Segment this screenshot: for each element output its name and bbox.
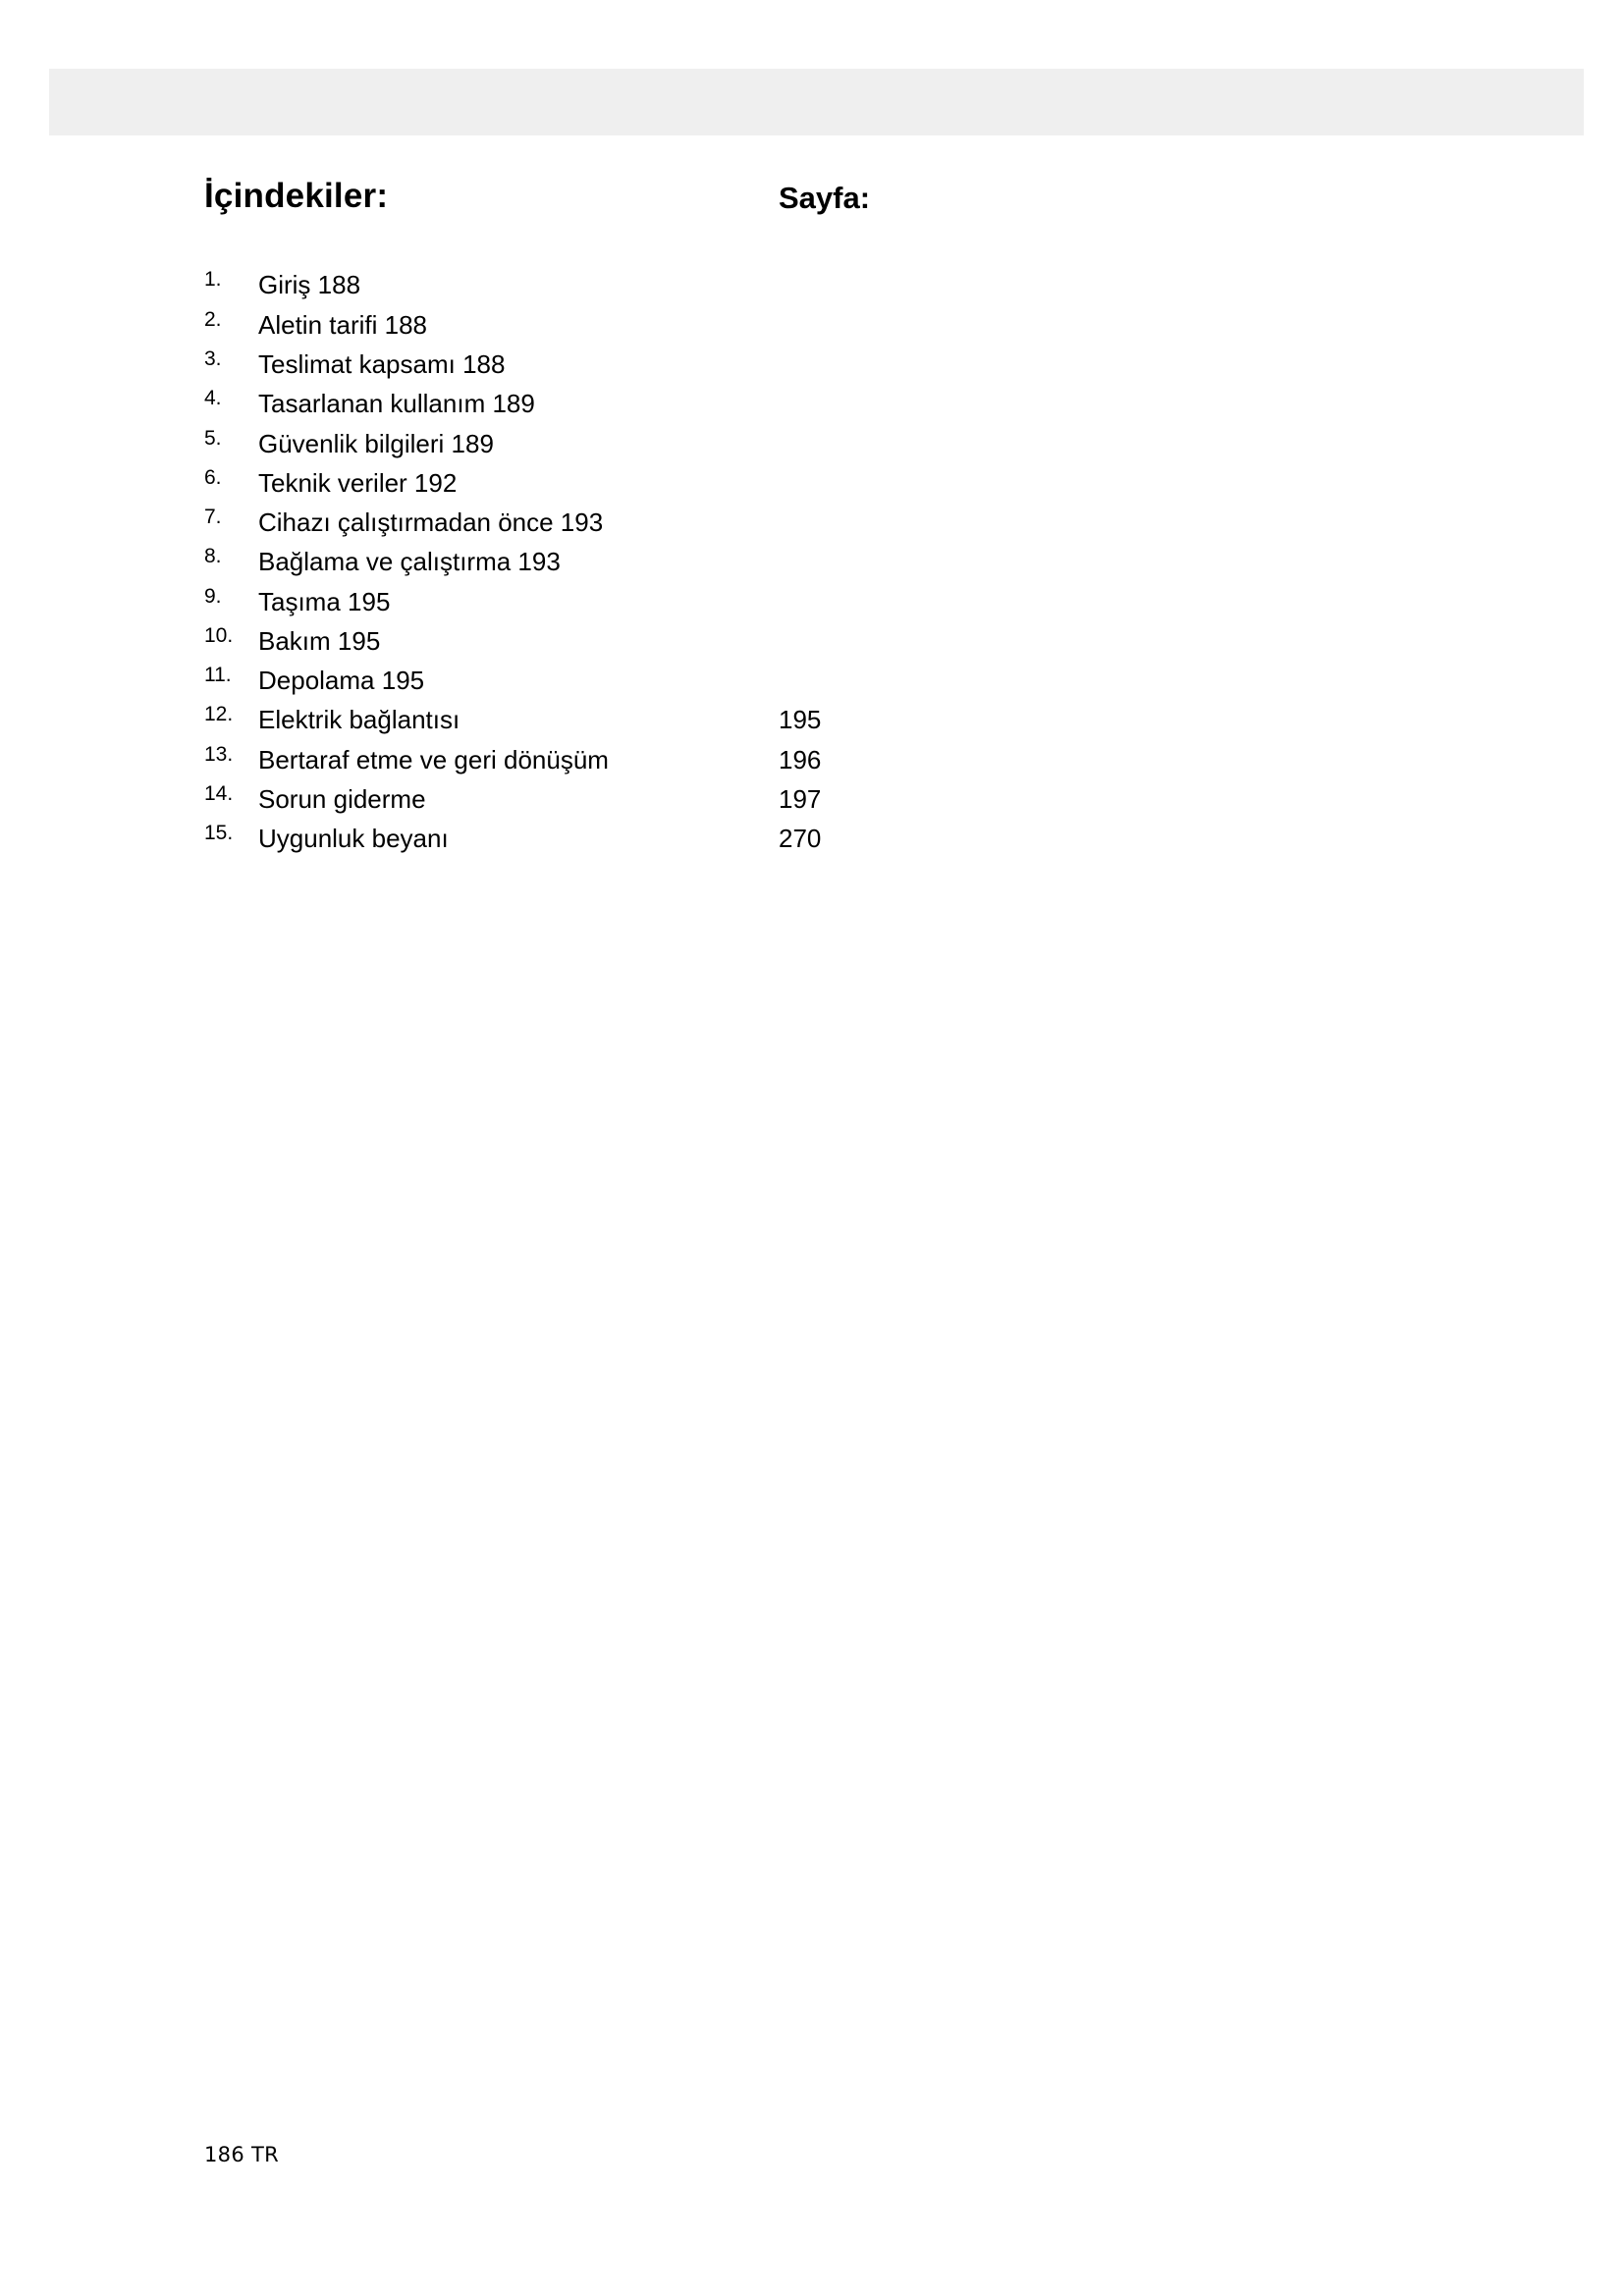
toc-entry-title: Taşıma 195	[258, 587, 391, 616]
toc-entry[interactable]	[0, 506, 982, 543]
toc-entry-title: Güvenlik bilgileri 189	[258, 429, 494, 458]
toc-entry-title: Sorun giderme	[258, 784, 426, 814]
toc-entry-number: 15.	[204, 822, 234, 844]
toc-entry[interactable]	[0, 347, 982, 385]
toc-entry-number: 10.	[204, 624, 234, 647]
toc-entry[interactable]	[0, 703, 982, 740]
toc-entry-title: Bertaraf etme ve geri dönüşüm	[258, 745, 609, 774]
toc-entry-title: Cihazı çalıştırmadan önce 193	[258, 507, 604, 537]
toc-entry-title: Giriş 188	[258, 270, 361, 299]
toc-entry[interactable]	[0, 308, 982, 346]
toc-entry[interactable]	[0, 427, 982, 464]
toc-entry-page: 195	[779, 705, 822, 734]
toc-entry-number: 13.	[204, 743, 234, 766]
toc-entry-title: Bağlama ve çalıştırma 193	[258, 547, 561, 576]
toc-entry-number: 9.	[204, 585, 222, 608]
toc-entry[interactable]	[0, 387, 982, 424]
toc-entry-title: Tasarlanan kullanım 189	[258, 389, 535, 418]
toc-entry-number: 2.	[204, 308, 222, 331]
toc-entry-title: Uygunluk beyanı	[258, 824, 449, 853]
toc-entry[interactable]	[0, 545, 982, 582]
toc-entry-page: 270	[779, 824, 822, 853]
toc-entry-number: 3.	[204, 347, 222, 370]
toc-entry-number: 6.	[204, 466, 222, 489]
toc-entry-title: Teknik veriler 192	[258, 468, 458, 498]
toc-entry-title: Bakım 195	[258, 626, 381, 656]
toc-heading: İçindekiler:	[204, 177, 389, 215]
toc-entry-page: 197	[779, 784, 822, 814]
page-footer-label: 186 TR	[204, 2143, 279, 2166]
toc-entry[interactable]	[0, 268, 982, 305]
toc-entry-title: Teslimat kapsamı 188	[258, 349, 506, 379]
toc-entry[interactable]	[0, 466, 982, 504]
header-band	[49, 69, 1584, 135]
toc-entry-number: 11.	[204, 664, 232, 686]
toc-entry-number: 7.	[204, 506, 222, 528]
toc-entry-number: 1.	[204, 268, 222, 291]
toc-entry-page: 196	[779, 745, 822, 774]
toc-entry[interactable]	[0, 624, 982, 662]
page-column-heading: Sayfa:	[779, 181, 871, 215]
toc-entry[interactable]	[0, 822, 982, 859]
toc-entry[interactable]	[0, 664, 982, 701]
toc-entry-number: 4.	[204, 387, 222, 409]
toc-entry[interactable]	[0, 782, 982, 820]
toc-entry-number: 14.	[204, 782, 234, 805]
toc-entry-number: 5.	[204, 427, 222, 450]
toc-entry-title: Aletin tarifi 188	[258, 310, 427, 340]
toc-entry-title: Elektrik bağlantısı	[258, 705, 460, 734]
toc-entry[interactable]	[0, 743, 982, 780]
toc-entry-title: Depolama 195	[258, 666, 425, 695]
toc-entry[interactable]	[0, 585, 982, 622]
toc-entry-number: 8.	[204, 545, 222, 567]
toc-entry-number: 12.	[204, 703, 234, 725]
